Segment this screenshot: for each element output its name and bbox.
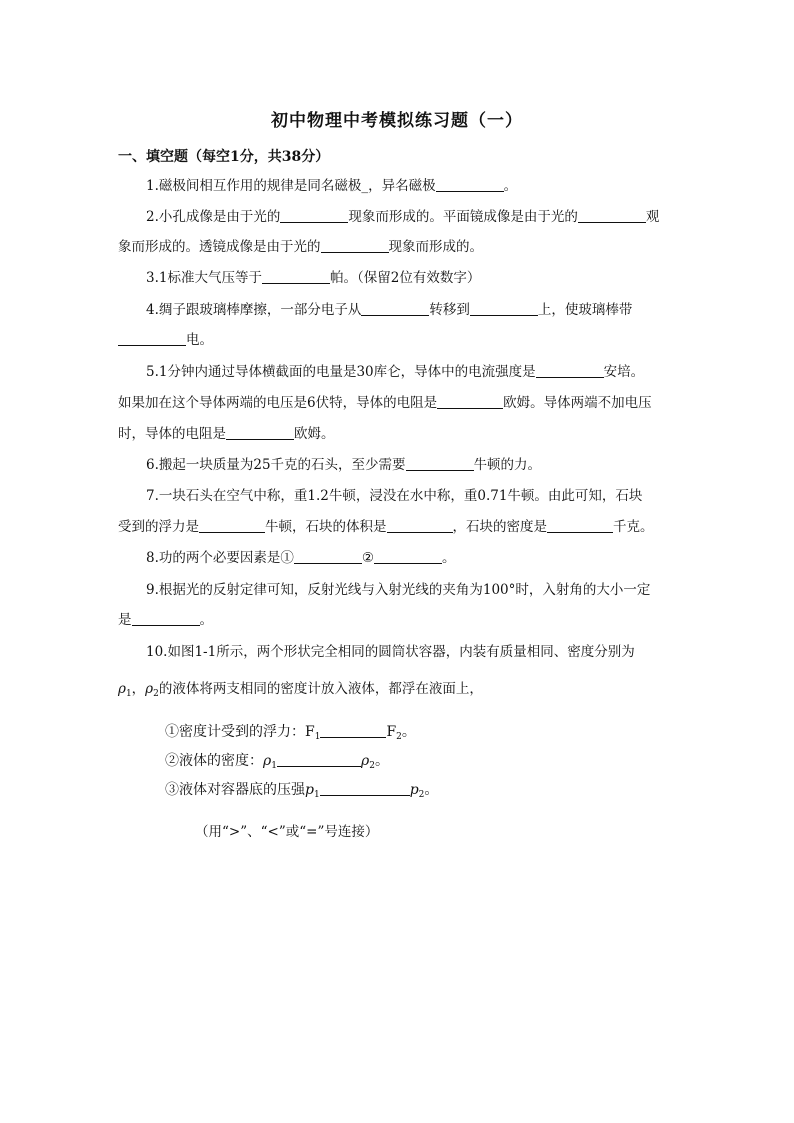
answer-blank[interactable]	[374, 549, 442, 564]
answer-blank[interactable]	[361, 301, 429, 316]
answer-blank[interactable]	[320, 781, 410, 796]
rho-symbol: ρ	[145, 681, 154, 697]
question-9: 9.根据光的反射定律可知，反射光线与入射光线的夹角为100°时，入射角的大小一定	[146, 582, 651, 598]
answer-blank[interactable]	[262, 269, 330, 284]
question-10-item-2: ②液体的密度：$\rho_1$ $\rho_2$。	[165, 753, 389, 771]
question-6: 6.搬起一块质量为25千克的石头，至少需要 牛顿的力。	[146, 457, 542, 473]
question-7: 7.一块石头在空气中称，重1.2牛顿，浸没在水中称，重0.71牛顿。由此可知，石块	[146, 488, 643, 504]
section-heading-fill-in: 一、填空题（每空1分，共38分）	[118, 149, 330, 165]
answer-blank[interactable]	[470, 301, 538, 316]
question-8: 8.功的两个必要因素是① ② 。	[146, 550, 456, 566]
question-5-cont: 如果加在这个导体两端的电压是6伏特，导体的电阻是 欧姆。导体两端不加电压	[118, 395, 652, 411]
question-10: 10.如图1-1所示，两个形状完全相同的圆筒状容器，内装有质量相同、密度分别为	[146, 644, 635, 660]
answer-blank[interactable]	[294, 549, 362, 564]
answer-blank[interactable]	[118, 331, 186, 346]
rho-symbol: ρ	[118, 681, 126, 697]
question-3: 3.1标准大气压等于 帕。（保留2位有效数字）	[146, 270, 481, 286]
instruction-note: （用“>”、“<”或“=”号连接）	[195, 824, 379, 840]
answer-blank[interactable]	[436, 177, 504, 192]
question-10-item-1: ①密度计受到的浮力：$F_1$ $F_2$。	[165, 724, 416, 742]
question-2-cont: 象而形成的。透镜成像是由于光的 现象而形成的。	[118, 239, 483, 255]
question-2: 2.小孔成像是由于光的 现象而形成的。平面镜成像是由于光的 观	[146, 209, 660, 225]
answer-blank[interactable]	[226, 425, 294, 440]
answer-blank[interactable]	[199, 518, 265, 533]
question-4: 4.绸子跟玻璃棒摩擦，一部分电子从 转移到 上，使玻璃棒带	[146, 302, 633, 318]
question-9-cont: 是 。	[118, 612, 213, 628]
question-7-cont: 受到的浮力是 牛顿，石块的体积是 ，石块的密度是 千克。	[118, 519, 654, 535]
answer-blank[interactable]	[578, 208, 646, 223]
question-5: 5.1分钟内通过导体横截面的电量是30库仑，导体中的电流强度是 安培。	[146, 364, 645, 380]
question-10-cont: $\rho_1$，$\rho_2$的液体将两支相同的密度计放入液体，都浮在液面上，	[118, 681, 483, 699]
answer-blank[interactable]	[132, 611, 200, 626]
answer-blank[interactable]	[406, 456, 474, 471]
answer-blank[interactable]	[437, 394, 503, 409]
answer-blank[interactable]	[321, 238, 389, 253]
question-10-item-3: ③液体对容器底的压强$p_1$ $p_2$。	[165, 782, 439, 800]
answer-blank[interactable]	[536, 363, 604, 378]
answer-blank[interactable]	[547, 518, 613, 533]
question-5-cont2: 时，导体的电阻是 欧姆。	[118, 426, 335, 442]
answer-blank[interactable]	[280, 208, 348, 223]
answer-blank[interactable]	[387, 518, 453, 533]
question-4-cont: 电。	[118, 330, 213, 350]
answer-blank[interactable]	[277, 752, 361, 767]
question-1: 1.磁极间相互作用的规律是同名磁极_，异名磁极 。	[146, 178, 518, 194]
answer-blank[interactable]	[320, 723, 386, 738]
page-title: 初中物理中考模拟练习题（一）	[271, 111, 523, 131]
